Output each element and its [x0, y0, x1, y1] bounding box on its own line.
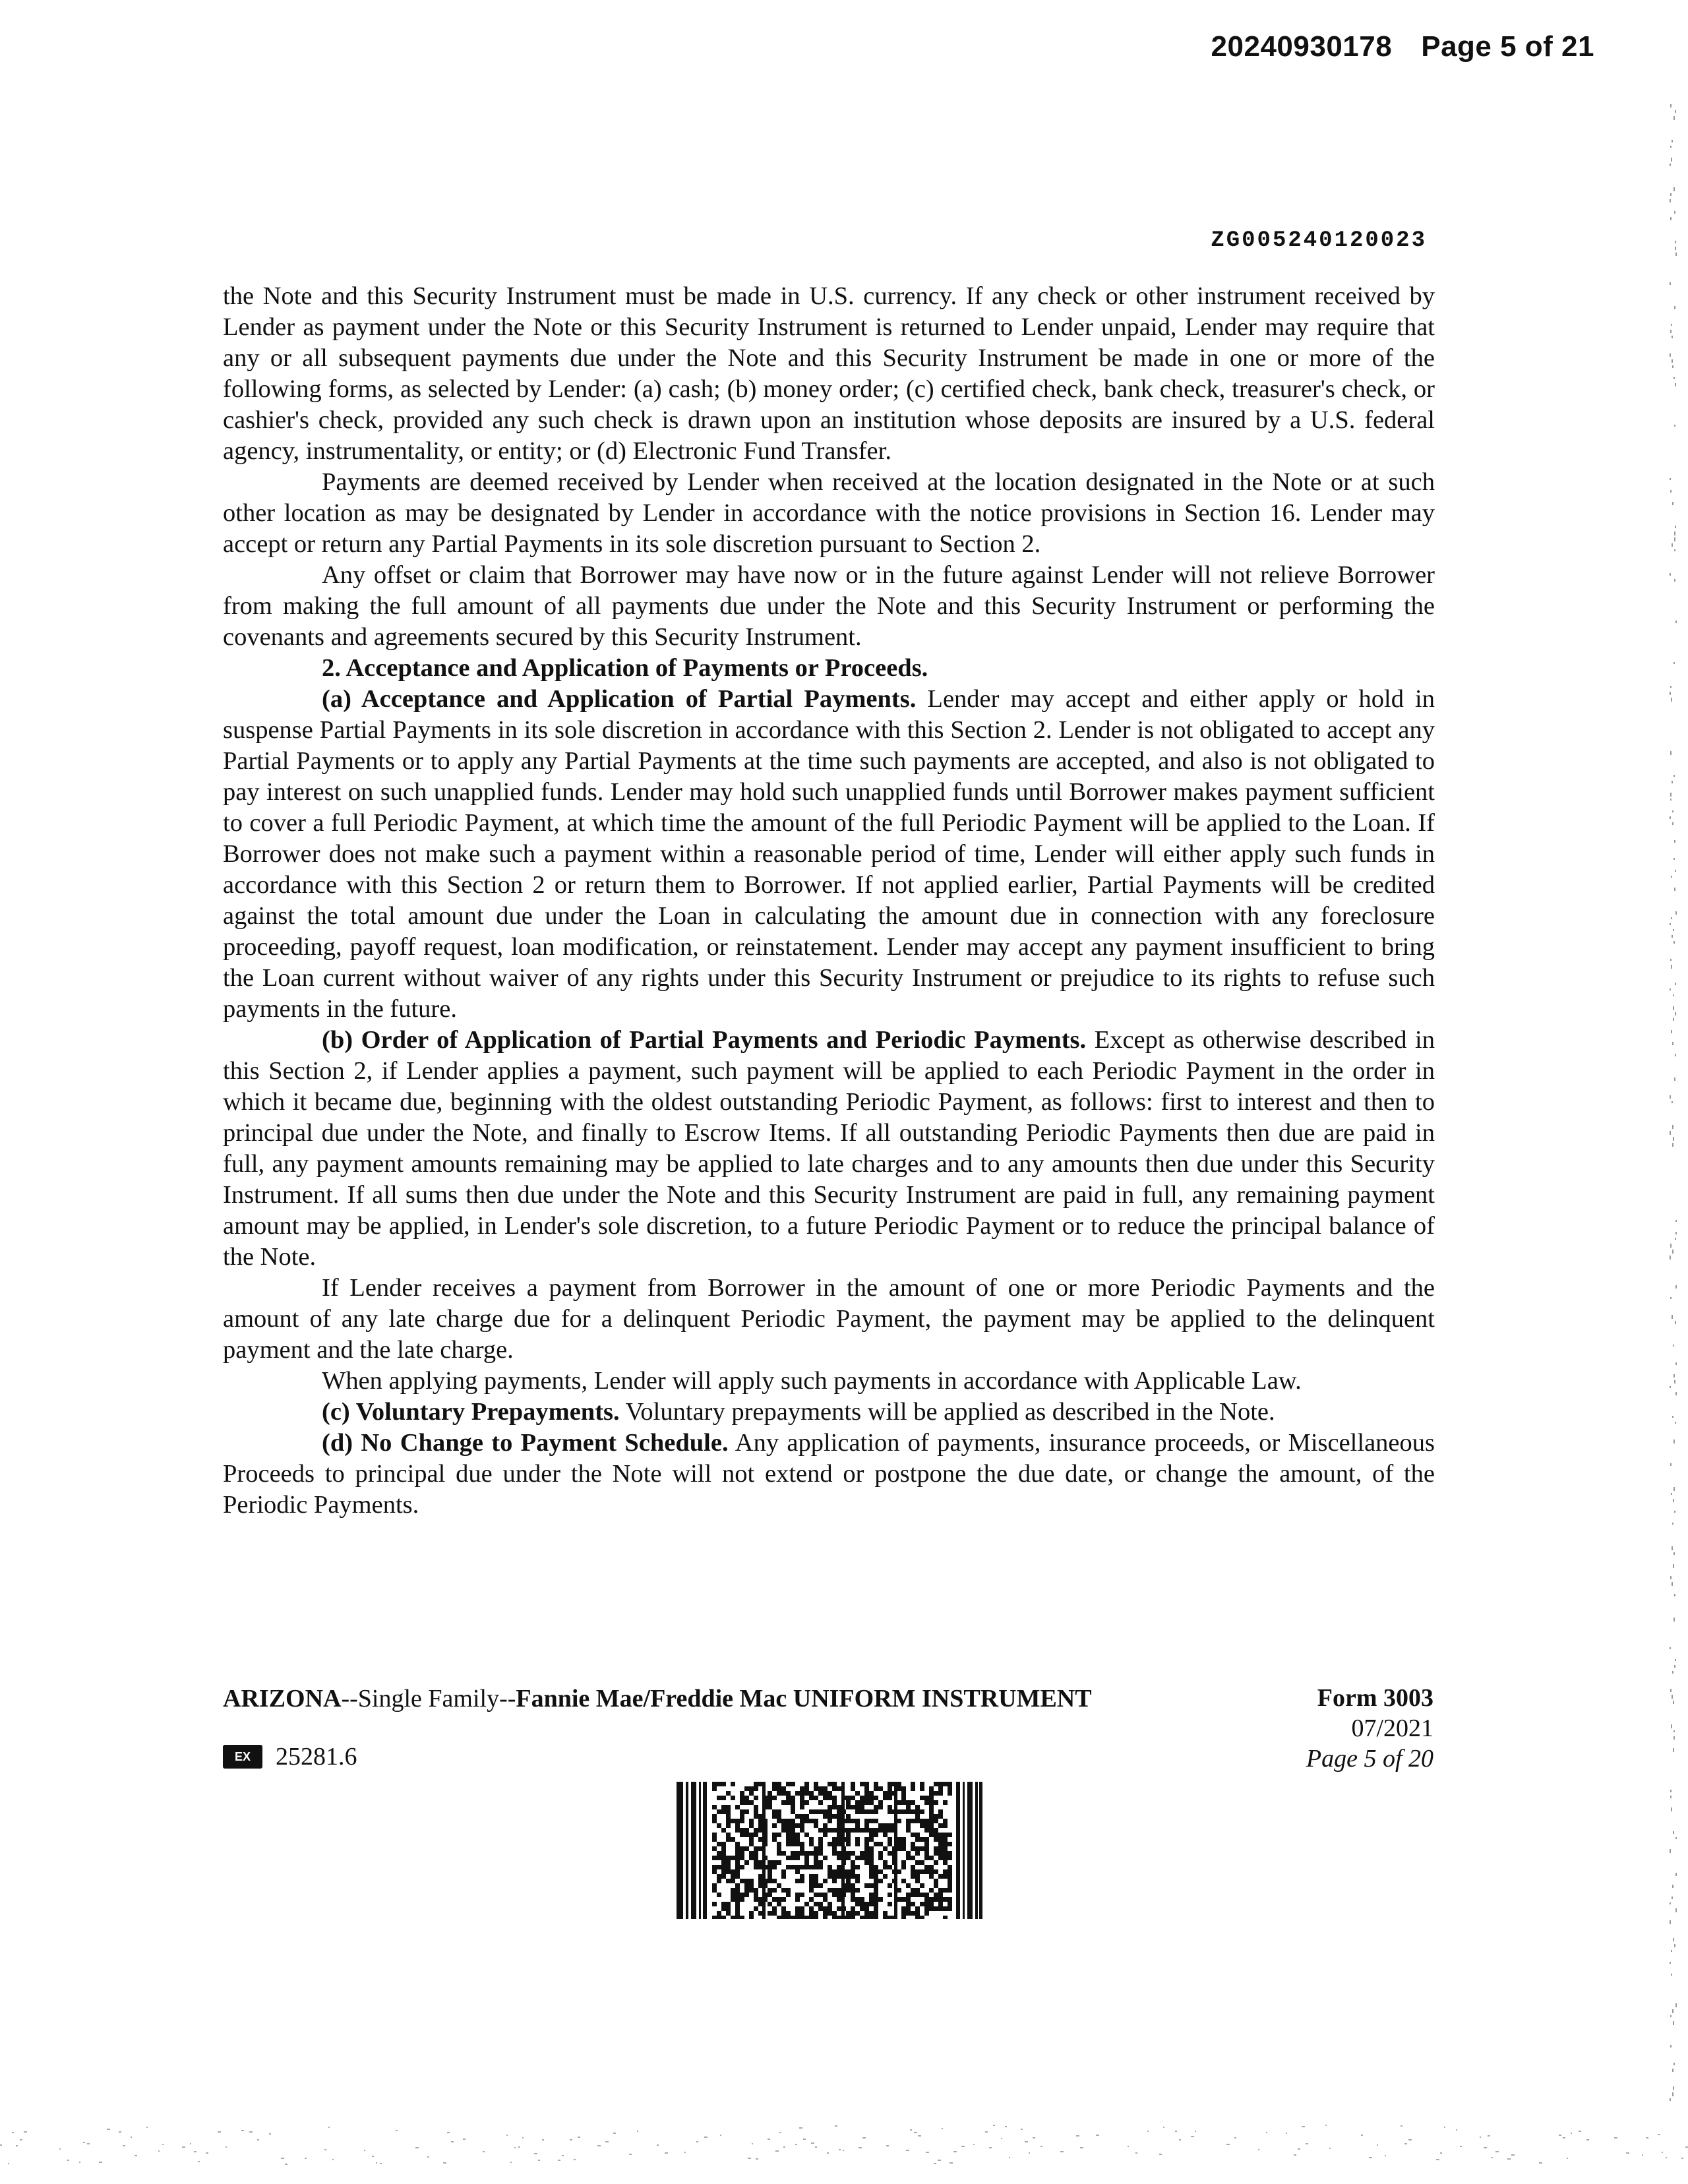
recording-number: 20240930178	[1211, 30, 1393, 63]
paragraph-text: Lender may accept and either apply or hold in suspense Partial Payments in its sole discretion in accordance with this Section 2. Lender is not obligated to accept any Partial Payments or to apply any Partial Payments at the time such payments are accepted, and also is not obligated to pay interest on such unapplied funds. Lender may hold such unapplied funds until Borrower makes payment sufficient to cover a full Periodic Payment, at which time the amount of the full Periodic Payment will be applied to the Loan. If Borrower does not make such a payment within a reasonable period of time, Lender will either apply such funds in accordance with this Section 2 or return them to Borrower. If not applied earlier, Partial Payments will be credited against the total amount due under the Loan in calculating the amount due in connection with any foreclosure proceeding, payoff request, loan modification, or reinstatement. Lender may accept any payment insufficient to bring the Loan current without waiver of any rights under this Security Instrument or prejudice to its rights to refuse such payments in the future.	[223, 685, 1435, 1023]
paragraph-heading: (d) No Change to Payment Schedule.	[322, 1429, 729, 1457]
loan-id: ZG005240120023	[1211, 228, 1427, 253]
paragraph-heading: 2. Acceptance and Application of Payments or Proceeds.	[322, 654, 928, 682]
scan-bottom-marks	[0, 2111, 1688, 2184]
paragraph	[223, 1428, 1435, 1521]
form-page: Page 5 of 20	[1306, 1745, 1433, 1773]
recording-header	[1211, 30, 1594, 63]
paragraph	[223, 1397, 1435, 1428]
paragraph	[223, 467, 1435, 560]
paragraph-text: Any application of payments, insurance proceeds, or Miscellaneous Proceeds to principal due under the Note will not extend or postpone the due date, or change the amount, of the Periodic Payments.	[223, 1429, 1435, 1519]
paragraph	[223, 560, 1435, 653]
state-name: ARIZONA	[223, 1685, 342, 1713]
paragraph	[223, 1366, 1435, 1397]
agency-name: Fannie Mae/Freddie Mac UNIFORM INSTRUMENT	[516, 1685, 1092, 1713]
paragraph-text: When applying payments, Lender will apply such payments in accordance with Applicable Law.	[322, 1367, 1302, 1395]
instrument-title	[223, 1683, 1092, 1714]
paragraph-heading: (a) Acceptance and Application of Partial Payments.	[322, 685, 917, 713]
paragraph-text: Payments are deemed received by Lender when received at the location designated in the Note or at such other location as may be designated by Lender in accordance with the notice provisions in Section 16. Lender may accept or return any Partial Payments in its sole discretion pursuant to Section 2.	[223, 468, 1435, 558]
paragraph-text: Any offset or claim that Borrower may have now or in the future against Lender will not relieve Borrower from making the full amount of all payments due under the Note and this Security Instrument or performing the covenants and agreements secured by this Security Instrument.	[223, 561, 1435, 651]
paragraph-heading: (c) Voluntary Prepayments.	[322, 1398, 620, 1426]
paragraph	[223, 281, 1435, 467]
paragraph	[223, 653, 1435, 684]
form-date: 07/2021	[1351, 1714, 1433, 1742]
body-text	[223, 281, 1435, 1521]
family-type: --Single Family--	[341, 1685, 516, 1713]
paragraph-text: If Lender receives a payment from Borrower in the amount of one or more Periodic Payments and the amount of any late charge due for a delinquent Periodic Payment, the payment may be applied to the delinquent payment and the late charge.	[223, 1274, 1435, 1364]
paragraph	[223, 1273, 1435, 1366]
ex-icon: EX	[223, 1745, 262, 1769]
paragraph	[223, 684, 1435, 1025]
form-number: Form 3003	[1317, 1684, 1433, 1712]
footer-left	[223, 1683, 1092, 1773]
scan-margin-marks	[1635, 0, 1688, 2184]
recording-page-label: Page 5 of 21	[1421, 30, 1594, 63]
paragraph-text: Except as otherwise described in this Section 2, if Lender applies a payment, such payment will be applied to each Periodic Payment in the order in which it became due, beginning with the oldest outstanding Periodic Payment, as follows: first to interest and then to principal due under the Note, and finally to Escrow Items. If all outstanding Periodic Payments then due are paid in full, any payment amounts remaining may be applied to late charges and to any amounts then due under this Security Instrument. If all sums then due under the Note and this Security Instrument are paid in full, any remaining payment amount may be applied, in Lender's sole discretion, to a future Periodic Payment or to reduce the principal balance of the Note.	[223, 1026, 1435, 1271]
doc-code-row	[223, 1741, 1092, 1773]
paragraph-text: Voluntary prepayments will be applied as described in the Note.	[619, 1398, 1275, 1426]
paragraph-heading: (b) Order of Application of Partial Payments and Periodic Payments.	[322, 1026, 1087, 1054]
paragraph-text: the Note and this Security Instrument must be made in U.S. currency. If any check or other instrument received by Lender as payment under the Note or this Security Instrument is returned to Lender unpaid, Lender may require that any or all subsequent payments due under the Note and this Security Instrument be made in one or more of the following forms, as selected by Lender: (a) cash; (b) money order; (c) certified check, bank check, treasurer's check, or cashier's check, provided any such check is drawn upon an institution whose deposits are insured by a U.S. federal agency, instrumentality, or entity; or (d) Electronic Fund Transfer.	[223, 282, 1435, 465]
barcode-icon	[677, 1782, 982, 1919]
doc-code: 25281.6	[276, 1743, 357, 1771]
footer-right	[1306, 1683, 1433, 1774]
paragraph	[223, 1025, 1435, 1273]
